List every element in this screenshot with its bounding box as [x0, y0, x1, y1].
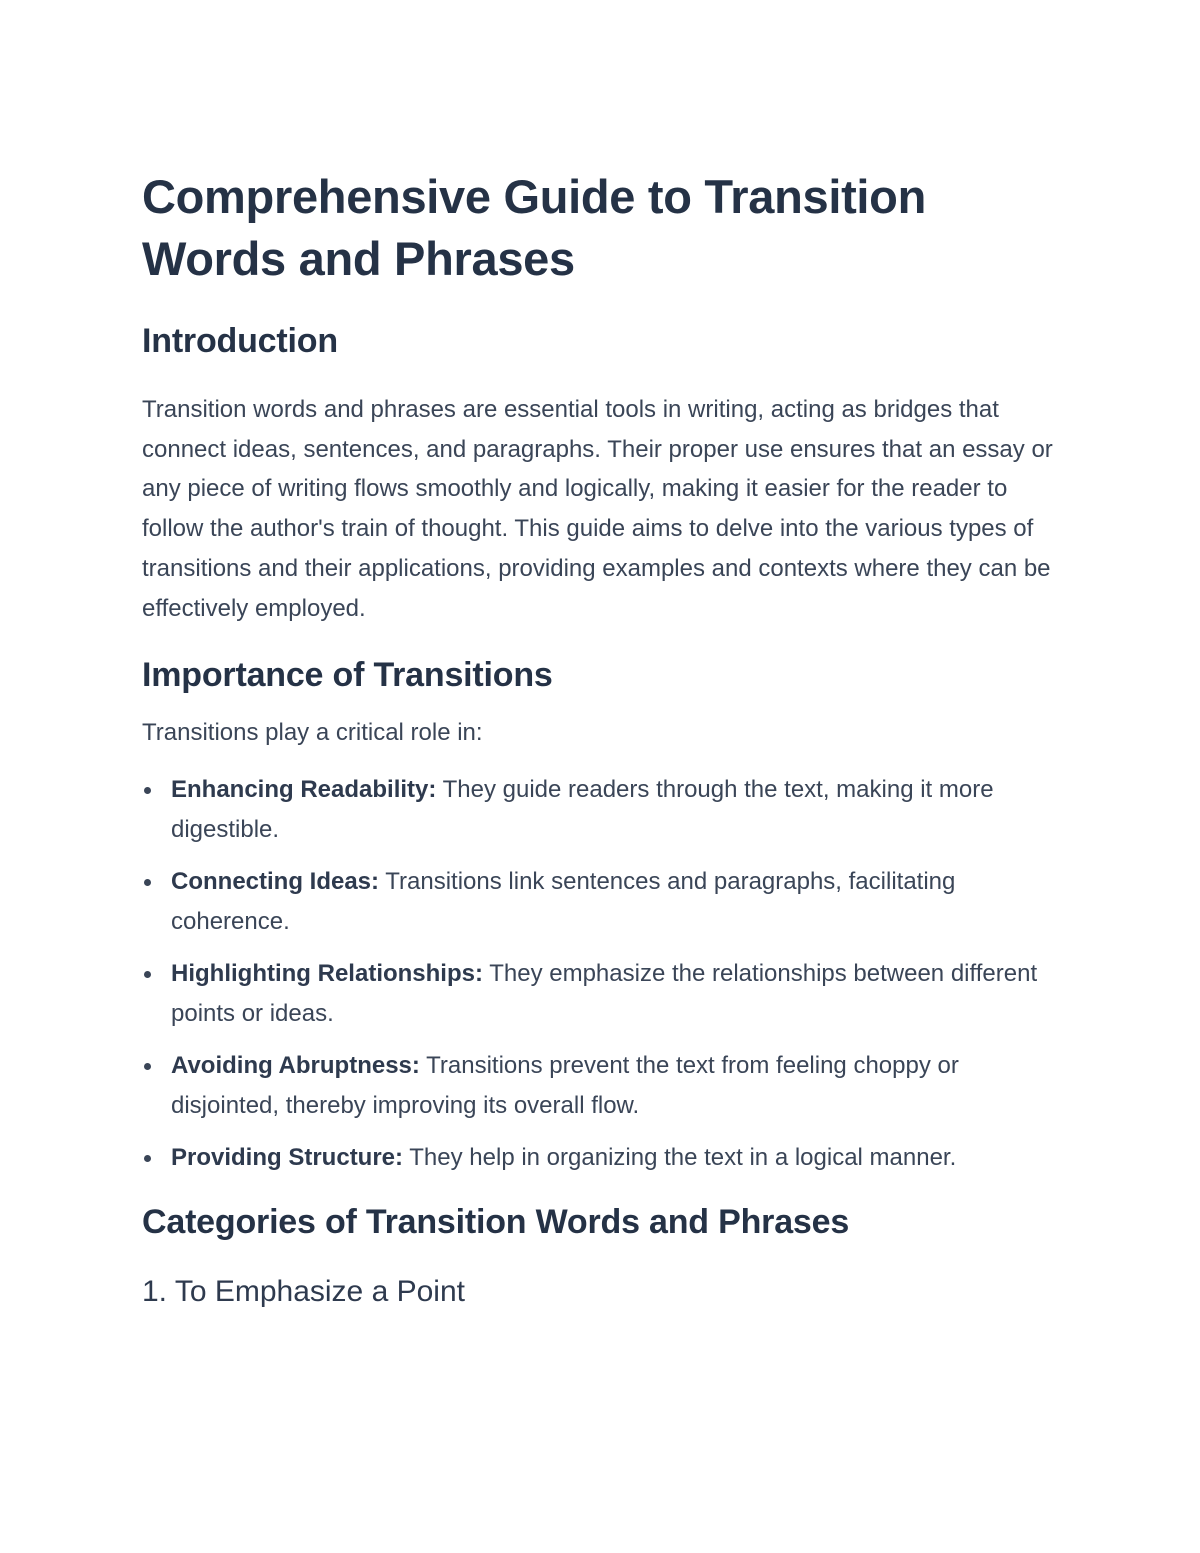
list-item-term: Avoiding Abruptness:	[171, 1052, 420, 1080]
bullet-icon	[144, 1063, 151, 1070]
list-item	[142, 954, 1072, 1034]
section-heading-importance: Importance of Transitions	[142, 656, 553, 695]
bullet-icon	[144, 1155, 151, 1162]
list-item-term: Providing Structure:	[171, 1144, 404, 1172]
importance-lead-text: Transitions play a critical role in:	[142, 719, 483, 747]
importance-bullet-list	[142, 770, 1072, 1178]
document-title: Comprehensive Guide to Transition Words and Phrases	[142, 170, 927, 285]
list-item-text: Transitions link sentences and paragraphs, facilitating coherence.	[171, 868, 956, 936]
list-item	[142, 770, 1072, 850]
list-item-term: Highlighting Relationships:	[171, 960, 483, 988]
bullet-icon	[144, 971, 151, 978]
list-item	[142, 862, 1072, 942]
bullet-icon	[144, 787, 151, 794]
list-item-term: Connecting Ideas:	[171, 868, 380, 896]
bullet-icon	[144, 879, 151, 886]
list-item-text: They guide readers through the text, making it more digestible.	[171, 776, 994, 844]
list-item-text: They emphasize the relationships between different points or ideas.	[171, 960, 1038, 1028]
subheading-emphasize-point: 1. To Emphasize a Point	[142, 1275, 465, 1309]
document-page	[142, 166, 1072, 1311]
section-heading-introduction: Introduction	[142, 322, 338, 360]
list-item-term: Enhancing Readability:	[171, 776, 437, 804]
list-item-text: Transitions prevent the text from feeling choppy or disjointed, thereby improving its overall flow.	[171, 1052, 959, 1120]
list-item-text: They help in organizing the text in a logical manner.	[403, 1144, 957, 1172]
section-heading-categories: Categories of Transition Words and Phrases	[142, 1203, 850, 1242]
introduction-paragraph: Transition words and phrases are essential tools in writing, acting as bridges that connect ideas, sentences, and paragraphs. Their proper use ensures that an essay or any piece of writing flows smoothly and logically, making it easier for the reader to follow the author's train of thought. This guide aims to delve into the various types of transitions and their applications, providing examples and contexts where they can be effectively employed.	[142, 396, 1053, 622]
list-item	[142, 1138, 1072, 1178]
list-item	[142, 1046, 1072, 1126]
